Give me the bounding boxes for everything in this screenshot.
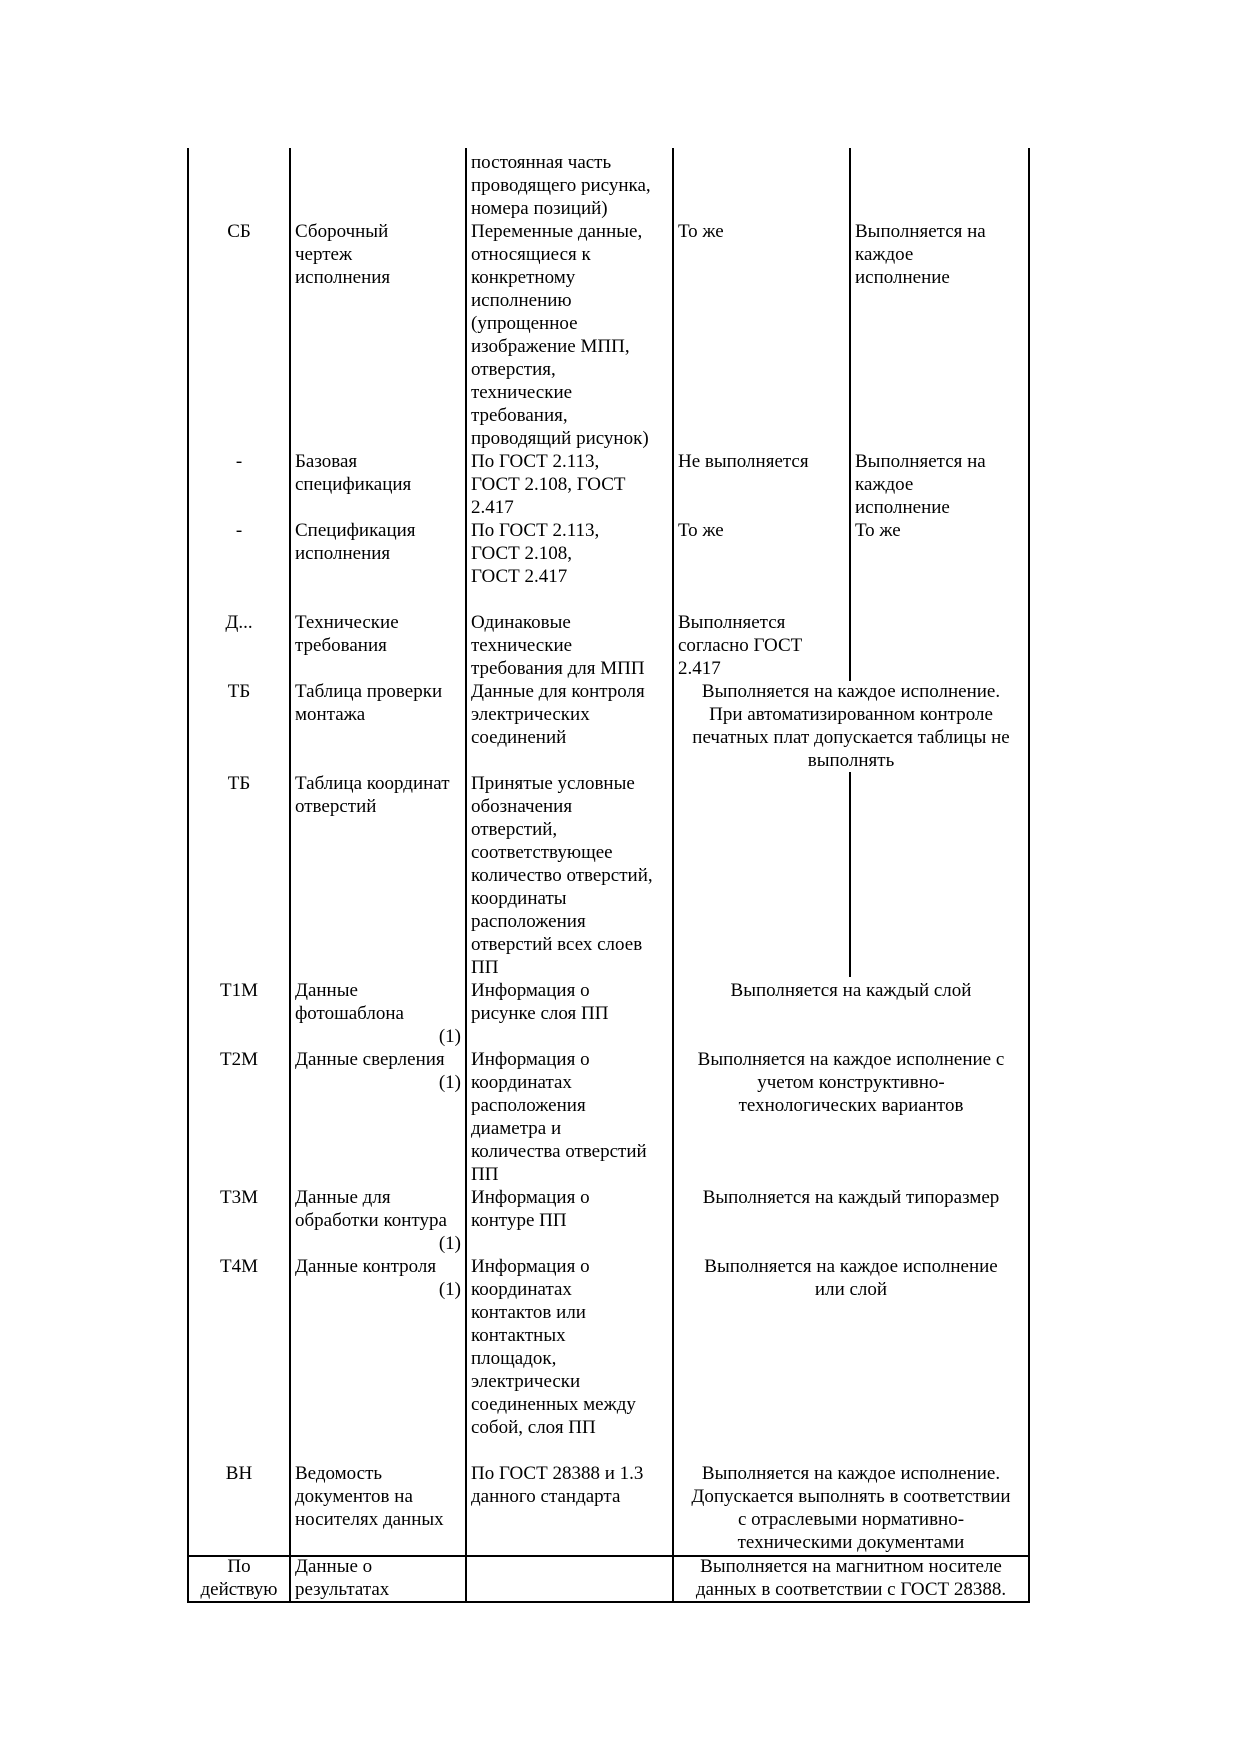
cell-name: Данные контроля [295,1256,437,1277]
cell-content: контуре ПП [471,1210,567,1231]
cell-col4: 2.417 [678,658,721,679]
cell-content: По ГОСТ 28388 и 1.3 [471,1463,644,1484]
column-divider-2 [465,148,467,1603]
cell-col4: То же [678,520,724,541]
cell-code: Т2М [220,1049,258,1070]
cell-merged: техническими документами [737,1532,965,1553]
cell-content: Переменные данные, [471,221,643,242]
cell-col4: согласно ГОСТ [678,635,803,656]
cell-code: ТБ [227,773,251,794]
cell-content: требования, [471,405,568,426]
cell-name-note: (1) [438,1279,461,1300]
column-divider-3 [672,148,674,1603]
cell-content: проводящего рисунка, [471,175,651,196]
cell-col5: Выполняется на [855,451,986,472]
cell-name: Спецификация [295,520,416,541]
cell-content: номера позиций) [471,198,608,219]
cell-name: Сборочный [295,221,389,242]
cell-name: Таблица проверки [295,681,443,702]
cell-content: соединенных между [471,1394,636,1415]
cell-merged: или слой [814,1279,888,1300]
cell-merged: с отраслевыми нормативно- [737,1509,965,1530]
cell-content: ГОСТ 2.108, [471,543,572,564]
cell-name: Данные сверления [295,1049,445,1070]
cell-name: Ведомость [295,1463,383,1484]
cell-name: исполнения [295,543,391,564]
cell-name: документов на [295,1486,413,1507]
cell-name-note: (1) [438,1233,461,1254]
cell-content: собой, слоя ПП [471,1417,596,1438]
cell-content: соответствующее [471,842,613,863]
cell-content: количество отверстий, [471,865,653,886]
cell-merged: Выполняется на каждый типоразмер [702,1187,1000,1208]
cell-merged: технологических вариантов [738,1095,964,1116]
cell-content: Данные для контроля [471,681,645,702]
cell-name: Технические [295,612,399,633]
column-divider-1 [289,148,291,1603]
cell-content: изображение МПП, [471,336,630,357]
cell-col4: Выполняется [678,612,786,633]
cell-content: количества отверстий [471,1141,647,1162]
cell-merged: учетом конструктивно- [757,1072,945,1093]
cell-merged: Выполняется на каждый слой [730,980,972,1001]
cell-code: По [227,1556,251,1577]
cell-content: проводящий рисунок) [471,428,649,449]
cell-content: отверстий всех слоев [471,934,643,955]
cell-name-note: (1) [438,1026,461,1047]
cell-name: фотошаблона [295,1003,404,1024]
cell-name: Данные для [295,1187,391,1208]
cell-content: соединений [471,727,567,748]
cell-content: исполнению [471,290,572,311]
cell-code: Т3М [220,1187,258,1208]
cell-code: ВН [225,1463,253,1484]
cell-content: обозначения [471,796,573,817]
column-divider-4-lower [849,772,851,977]
cell-content: технические [471,382,573,403]
cell-name: Таблица координат [295,773,450,794]
cell-content: расположения [471,911,586,932]
cell-content: координатах [471,1072,572,1093]
cell-content: По ГОСТ 2.113, [471,520,600,541]
cell-merged: Выполняется на каждое исполнение. [701,681,1001,702]
cell-merged: Выполняется на каждое исполнение с [697,1049,1005,1070]
cell-content: Одинаковые [471,612,571,633]
cell-content: Принятые условные [471,773,635,794]
cell-content: координаты [471,888,567,909]
cell-code: ТБ [227,681,251,702]
cell-code: - [235,520,243,541]
cell-content: постоянная часть [471,152,612,173]
cell-content: Информация о [471,1256,590,1277]
cell-content: требования для МПП [471,658,645,679]
table-border-right [1028,148,1030,1603]
cell-merged: данных в соответствии с ГОСТ 28388. [695,1579,1007,1600]
cell-content: Информация о [471,980,590,1001]
cell-content: ГОСТ 2.417 [471,566,568,587]
table-border-bottom [187,1601,1030,1603]
cell-name: требования [295,635,387,656]
cell-content: 2.417 [471,497,514,518]
cell-name: Данные о [295,1556,373,1577]
cell-name: Данные [295,980,358,1001]
cell-code: СБ [227,221,251,242]
cell-merged: При автоматизированном контроле [709,704,993,725]
cell-col5: исполнение [855,497,950,518]
cell-name: исполнения [295,267,391,288]
cell-content: По ГОСТ 2.113, [471,451,600,472]
cell-code: - [235,451,243,472]
cell-content: электрически [471,1371,581,1392]
cell-col5: каждое [855,474,914,495]
cell-content: ПП [471,957,499,978]
cell-name: носителях данных [295,1509,444,1530]
cell-merged: Выполняется на каждое исполнение [704,1256,998,1277]
cell-content: относящиеся к [471,244,591,265]
cell-content: отверстия, [471,359,556,380]
cell-name: отверстий [295,796,377,817]
cell-merged: печатных плат допускается таблицы не [692,727,1010,748]
cell-content: контактов или [471,1302,586,1323]
cell-content: ГОСТ 2.108, ГОСТ [471,474,626,495]
cell-content: рисунке слоя ПП [471,1003,609,1024]
cell-content: данного стандарта [471,1486,621,1507]
cell-content: координатах [471,1279,572,1300]
cell-content: конкретному [471,267,576,288]
cell-content: Информация о [471,1049,590,1070]
cell-content: электрических [471,704,590,725]
cell-name: чертеж [295,244,353,265]
cell-content: Информация о [471,1187,590,1208]
cell-merged: Выполняется на магнитном носителе [700,1556,1002,1577]
cell-name: результатах [295,1579,390,1600]
cell-col4: То же [678,221,724,242]
cell-code: Т1М [220,980,258,1001]
table-border-left [187,148,189,1603]
cell-name: монтажа [295,704,366,725]
cell-name-note: (1) [438,1072,461,1093]
cell-merged: выполнять [807,750,895,771]
cell-content: (упрощенное [471,313,578,334]
cell-name: обработки контура [295,1210,447,1231]
cell-col4: Не выполняется [678,451,809,472]
cell-content: контактных [471,1325,566,1346]
cell-name: спецификация [295,474,412,495]
cell-col5: Выполняется на [855,221,986,242]
cell-content: площадок, [471,1348,557,1369]
cell-code: Д... [225,612,253,633]
cell-name: Базовая [295,451,358,472]
cell-merged: Выполняется на каждое исполнение. [701,1463,1001,1484]
cell-content: технические [471,635,573,656]
cell-col5: исполнение [855,267,950,288]
cell-code: Т4М [220,1256,258,1277]
cell-col5: каждое [855,244,914,265]
cell-content: ПП [471,1164,499,1185]
cell-content: отверстий, [471,819,558,840]
cell-merged: Допускается выполнять в соответствии [691,1486,1011,1507]
cell-content: диаметра и [471,1118,562,1139]
column-divider-4-upper [849,148,851,681]
cell-content: расположения [471,1095,586,1116]
cell-code: действую [200,1579,278,1600]
cell-col5: То же [855,520,901,541]
